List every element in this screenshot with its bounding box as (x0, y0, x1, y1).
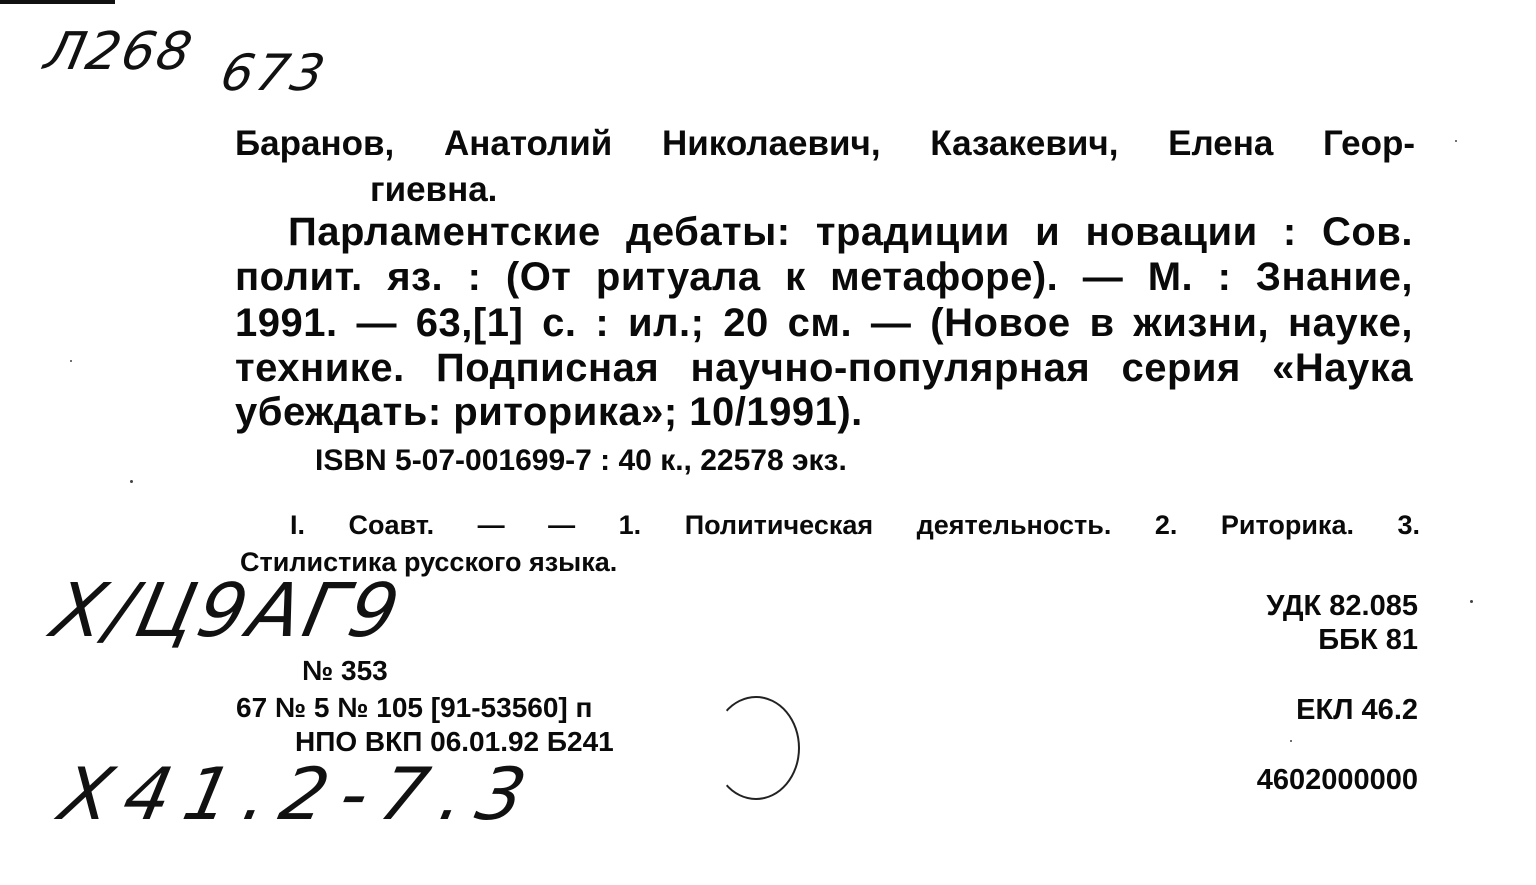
author-heading-line2: гиевна. (370, 170, 498, 209)
inventory-number-handwritten: Л268 (39, 22, 199, 82)
description-line-1: Парламентские дебаты: традиции и новации : Сов. (288, 210, 1413, 254)
subject-headings-line1: I. Соавт. — — 1. Политическая деятельность. 2. Риторика. 3. (290, 510, 1420, 540)
barcode-number: 4602000000 (1256, 764, 1418, 796)
npo-line: НПО ВКП 06.01.92 Б241 (295, 726, 614, 757)
shelf-mark-handwritten: Х/Ц9АГ9 (44, 568, 411, 654)
description-line-2: полит. яз. : (От ритуала к метафоре). — М. : Знание, (235, 255, 1413, 299)
class-mark-handwritten: Х41.2-7.3 (53, 752, 548, 836)
scan-speck (1455, 140, 1457, 142)
description-line-4: технике. Подписная научно-популярная серия «Наука (235, 346, 1413, 390)
scan-speck (130, 480, 133, 483)
scan-speck (1470, 600, 1473, 603)
print-number: № 353 (302, 655, 388, 686)
description-line-3: 1991. — 63,[1] с. : ил.; 20 см. — (Новое в жизни, науке, (235, 301, 1413, 345)
bbk-code: ББК 81 (1318, 624, 1418, 656)
isbn-price-line: ISBN 5-07-001699-7 : 40 к., 22578 экз. (315, 444, 847, 477)
inventory-sub-number-handwritten: 673 (215, 44, 333, 102)
scan-speck (1290, 740, 1292, 742)
description-line-5: убеждать: риторика»; 10/1991). (235, 390, 863, 434)
author-heading-line1: Баранов, Анатолий Николаевич, Казакевич, Елена Геор- (235, 124, 1415, 163)
subject-headings-line2: Стилистика русского языка. (240, 547, 618, 577)
scan-speck (70, 360, 72, 362)
fraction-bar (0, 0, 115, 4)
ekl-code: ЕКЛ 46.2 (1296, 694, 1418, 726)
stamp-circle-mark (712, 696, 800, 800)
order-line: 67 № 5 № 105 [91-53560] п (236, 692, 593, 723)
udk-code: УДК 82.085 (1266, 590, 1418, 622)
